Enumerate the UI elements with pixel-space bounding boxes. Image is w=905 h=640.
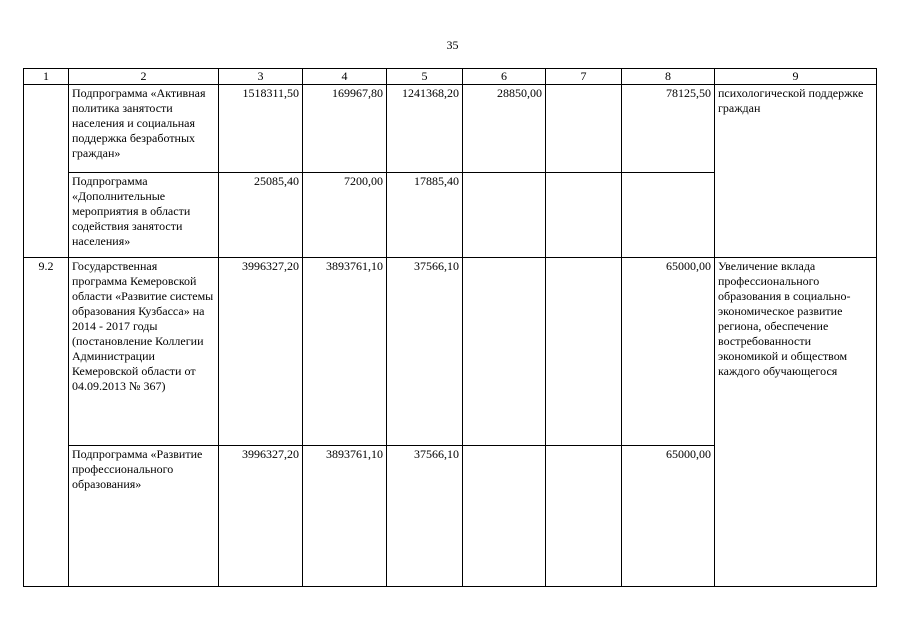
row-number-cell	[24, 85, 69, 258]
value-cell: 3996327,20	[219, 446, 303, 587]
header-cell: 1	[24, 69, 69, 85]
value-cell: 37566,10	[387, 258, 463, 446]
value-cell: 169967,80	[303, 85, 387, 173]
value-cell: 28850,00	[463, 85, 546, 173]
header-cell: 8	[622, 69, 715, 85]
program-name-cell: Государственная программа Кемеровской области «Развитие системы образования Кузбасса» на 2014 - 2017 годы (постановление Коллегии Администрации Кемеровской области от 04.09.2013 № 367)	[69, 258, 219, 446]
header-cell: 5	[387, 69, 463, 85]
result-cell: Увеличение вклада профессионального образования в социально-экономическое развитие региона, обеспечение востребованности экономикой и обществом каждого обучающегося	[715, 258, 877, 587]
program-name-cell: Подпрограмма «Дополнительные мероприятия в области содействия занятости населения»	[69, 173, 219, 258]
value-cell: 3893761,10	[303, 446, 387, 587]
value-cell: 65000,00	[622, 446, 715, 587]
value-cell: 7200,00	[303, 173, 387, 258]
header-cell: 7	[546, 69, 622, 85]
table-row	[24, 85, 877, 173]
value-cell	[622, 173, 715, 258]
value-cell: 1518311,50	[219, 85, 303, 173]
value-cell	[546, 446, 622, 587]
value-cell	[546, 85, 622, 173]
value-cell	[546, 258, 622, 446]
value-cell: 3996327,20	[219, 258, 303, 446]
header-cell: 4	[303, 69, 387, 85]
value-cell: 37566,10	[387, 446, 463, 587]
header-cell: 3	[219, 69, 303, 85]
header-cell: 6	[463, 69, 546, 85]
value-cell: 17885,40	[387, 173, 463, 258]
value-cell	[546, 173, 622, 258]
value-cell: 65000,00	[622, 258, 715, 446]
row-number-cell: 9.2	[24, 258, 69, 587]
value-cell	[463, 258, 546, 446]
value-cell: 1241368,20	[387, 85, 463, 173]
header-cell: 2	[69, 69, 219, 85]
page-number: 35	[446, 38, 459, 52]
value-cell	[463, 446, 546, 587]
result-cell: психологической поддержке граждан	[715, 85, 877, 258]
budget-table	[23, 68, 877, 587]
program-name-cell: Подпрограмма «Активная политика занятости населения и социальная поддержка безработных граждан»	[69, 85, 219, 173]
value-cell	[463, 173, 546, 258]
value-cell: 25085,40	[219, 173, 303, 258]
value-cell: 3893761,10	[303, 258, 387, 446]
program-name-cell: Подпрограмма «Развитие профессионального образования»	[69, 446, 219, 587]
header-row	[24, 69, 877, 85]
header-cell: 9	[715, 69, 877, 85]
table-row	[24, 258, 877, 446]
value-cell: 78125,50	[622, 85, 715, 173]
